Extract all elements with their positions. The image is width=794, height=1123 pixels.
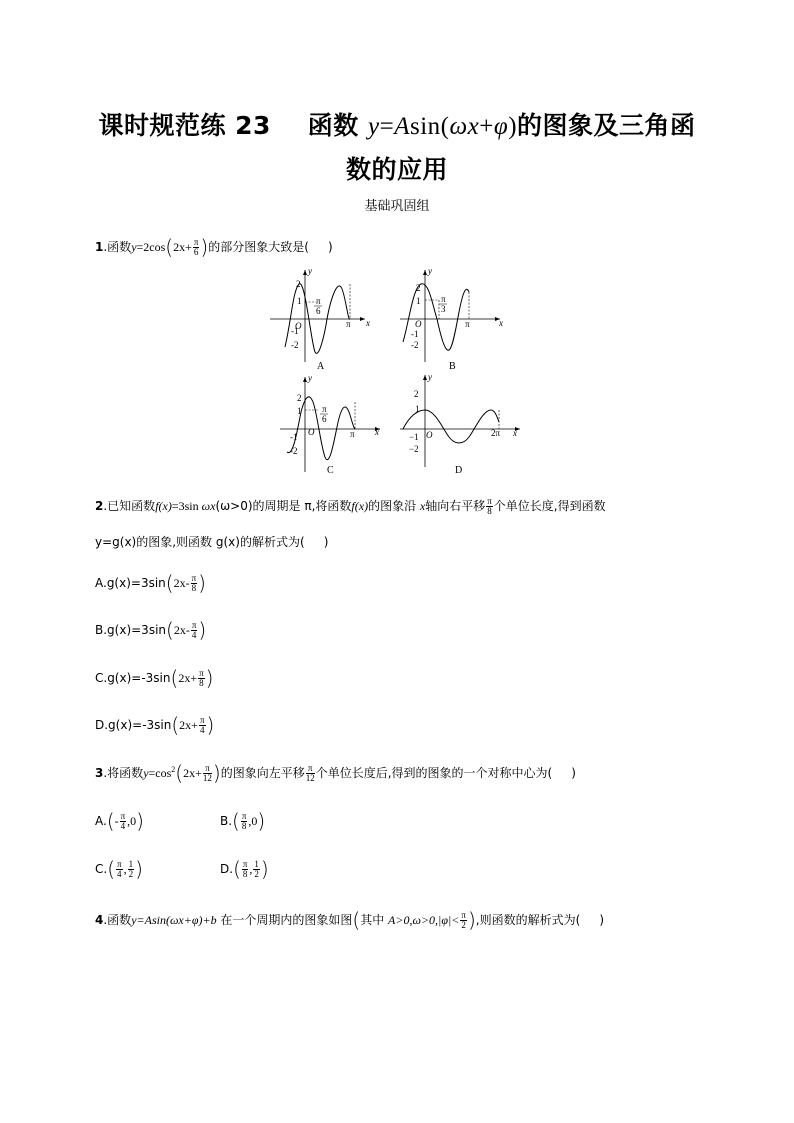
title-part: y [368,113,380,140]
x-label: x [366,318,370,328]
paren-open: ( [107,857,116,881]
option-label: B.g(x)=3sin [95,623,167,637]
page-title [0,106,794,142]
x-label: x [513,428,517,438]
tick-m2: -2 [291,340,299,350]
fraction: $\frac{\pi}{4}$ [191,620,197,640]
caption-a: A [317,361,325,372]
question-text: 其中 [360,913,389,927]
paren-close: ) [200,235,209,259]
question-text: 在一个周期内的图象如图 [216,913,353,927]
tick-pi-den: 3 [441,304,446,314]
x-label: x [499,318,503,328]
option-label: A. [95,814,107,828]
tick-2: 2 [414,389,419,399]
origin-label: O [295,321,302,331]
math: f(x) [351,499,369,513]
math: =cos [148,766,172,780]
title-part: 函数 [307,111,368,140]
tick-pi-den: 6 [322,414,327,424]
math: 2x- [173,623,190,637]
math: ,0 [127,814,137,828]
question-text: ,则函数的解析式为( [475,913,581,927]
question-text: ) [323,535,329,549]
fraction: $\frac{1}{2}$ [128,859,134,879]
tick-pi: π [346,319,351,329]
caption-d: D [455,465,463,476]
option-label: A.g(x)=3sin [95,576,166,590]
title-part: A [394,113,410,140]
question-text: 的图象向左平移 [220,766,305,780]
fraction: $\frac{\pi}{2}$ [461,910,466,930]
title-part: ) [508,113,518,140]
math: y=Asin(ωx+φ)+b [131,913,217,927]
paren-open: ( [170,666,179,690]
tick-1: 1 [297,406,302,416]
math: ,0 [248,814,258,828]
question-text: 的图象沿 [368,499,420,513]
question-text: .将函数 [103,766,144,780]
tick-1: 1 [297,296,302,306]
paren-close: ) [205,666,214,690]
paren-close: ) [198,571,206,595]
caption-c: C [327,465,334,476]
math: ωx [201,499,216,513]
page-title-line2: 数的应用 [345,155,448,184]
paren-open: ( [352,908,361,932]
paren-close: ) [260,857,269,881]
option-label: B. [220,814,233,828]
math: x [419,499,426,513]
graph-d [395,372,525,477]
math: =2cos [136,240,166,254]
question-3 [95,761,576,785]
y-label: y [308,266,312,276]
origin-label: O [426,430,433,440]
paren-close: ) [135,857,143,881]
math: - [114,814,119,828]
title-part: ωx [449,113,480,140]
option-3d[interactable] [220,857,269,881]
tick-pi: π [350,429,355,439]
math: 2 [171,765,176,774]
math: 2x+ [173,240,192,254]
option-2a[interactable] [95,571,206,595]
graph-c [275,372,390,477]
tick-2: 2 [296,279,301,289]
title-part: 课时规范练 23 [98,111,271,140]
origin-label: O [308,427,315,437]
math: A>0,ω>0,|φ|< [388,913,460,927]
question-2 [95,497,606,516]
question-number: 3 [95,766,104,780]
question-text: ) [328,240,333,254]
origin-label: O [415,319,422,329]
fraction: $\frac{\pi}{8}$ [199,668,204,688]
title-part: = [379,113,395,140]
question-text: 个单位长度,得到函数 [493,499,606,513]
question-4 [95,908,605,932]
paren-open: ( [106,809,115,833]
question-text: .函数 [103,913,132,927]
tick-pi-den: 6 [316,306,321,316]
tick-m2: -2 [411,340,419,350]
title-part: + [479,113,494,140]
tick-pi-num: π [316,296,321,306]
tick-pi: π [465,319,470,329]
tick-1: 1 [416,296,421,306]
question-text: 的部分图象大致是( [208,240,309,254]
paren-close: ) [198,618,207,642]
math: 2x- [173,576,190,590]
paren-close: ) [467,908,476,932]
option-2c[interactable] [95,666,214,690]
question-text: 轴向右平移 [425,499,486,513]
paren-open: ( [166,618,174,642]
math: f(x) [155,499,172,513]
tick-pi-num: π [322,404,327,414]
title-part: sin( [410,113,450,140]
caption-b: B [449,361,456,372]
paren-close: ) [212,761,221,785]
tick-pi-num: π [441,294,446,304]
fraction: $\frac{\pi}{4}$ [117,859,122,879]
option-label: D. [220,862,234,876]
option-2b[interactable] [95,618,207,642]
section-heading: 基础巩固组 [364,199,430,214]
paren-open: ( [171,713,180,737]
math: y [131,240,137,254]
question-text: ) [571,766,576,780]
option-2d[interactable] [95,713,215,737]
question-number: 2 [95,499,104,513]
y-label: y [308,373,312,383]
graph-a [265,262,380,372]
fraction: $\frac{\pi}{4}$ [120,811,126,831]
math: =3sin [171,499,202,513]
title-part: 的图象及三角函 [517,111,696,140]
tick-m2: -2 [290,446,298,456]
paren-close: ) [206,713,215,737]
option-3c[interactable] [95,857,143,881]
fraction: $\frac{\pi}{4}$ [199,715,205,735]
fraction: $\frac{\pi}{8}$ [241,811,247,831]
fraction: $\frac{\pi}{6}$ [193,237,199,257]
question-text: .函数 [103,240,132,254]
option-label: C. [95,862,108,876]
x-label: x [375,427,379,437]
math: 2x+ [183,766,202,780]
paren-open: ( [165,235,174,259]
paren-close: ) [257,809,266,833]
question-number: 4 [95,913,104,927]
math: 2x+ [178,671,198,685]
question-2-line2 [95,533,328,550]
tick-m1: -1 [290,432,298,442]
paren-close: ) [136,809,144,833]
fraction: $\frac{\pi}{8}$ [191,573,197,593]
option-3b[interactable] [220,809,266,833]
tick-2pi: 2π [491,428,501,438]
y-label: y [428,266,432,276]
math: 2x+ [179,718,198,732]
tick-2: 2 [416,283,421,293]
question-1 [95,235,333,259]
tick-2: 2 [297,393,302,403]
fraction: $\frac{1}{2}$ [254,859,259,879]
math: , [249,862,253,876]
tick-m1: −1 [409,432,419,442]
question-number: 1 [95,240,104,254]
question-text: (ω>0)的周期是 π,将函数 [215,499,352,513]
question-text: y=g(x)的图象,则函数 g(x)的解析式为( [95,535,305,549]
math: , [123,862,127,876]
y-label: y [428,372,432,382]
option-label: C.g(x)=-3sin [95,671,171,685]
question-text: ) [599,913,605,927]
paren-open: ( [165,571,174,595]
option-label: D.g(x)=-3sin [95,718,172,732]
paren-open: ( [233,857,241,881]
fraction: $\frac{\pi}{12}$ [202,763,212,783]
tick-1: 1 [415,404,420,414]
question-text: 个单位长度后,得到的图象的一个对称中心为( [315,766,553,780]
question-text: .已知函数 [103,499,156,513]
math: y [143,766,149,780]
fraction: $\frac{\pi}{12}$ [305,763,315,783]
graph-b [395,262,510,372]
paren-open: ( [232,809,240,833]
tick-m2: −2 [409,444,419,454]
title-part: φ [493,113,509,140]
fraction: $\frac{\pi}{8}$ [487,496,492,516]
option-3a[interactable] [95,809,144,833]
tick-m1: -1 [291,326,299,336]
tick-m1: -1 [411,329,419,339]
paren-open: ( [175,761,184,785]
fraction: $\frac{\pi}{8}$ [242,859,248,879]
